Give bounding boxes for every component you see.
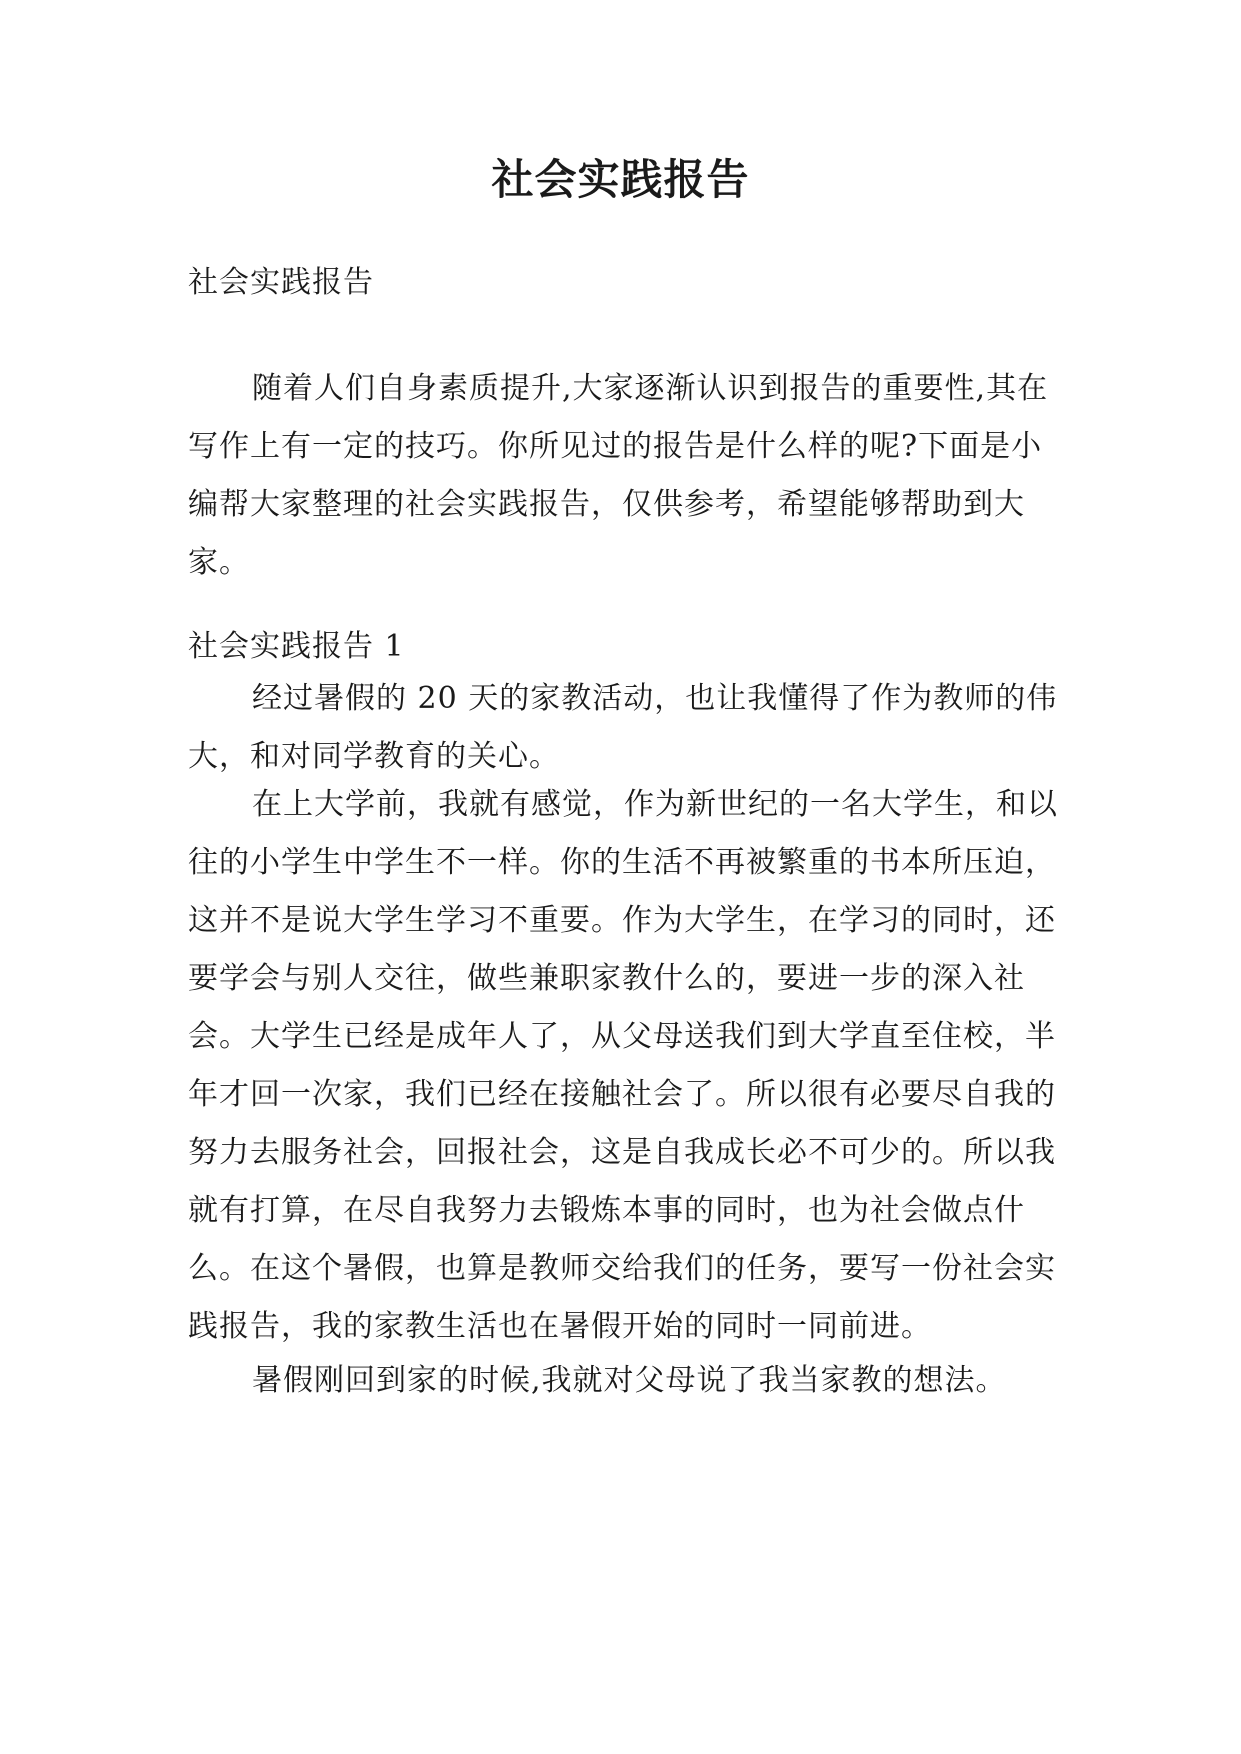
body-paragraph-3: 暑假刚回到家的时候,我就对父母说了我当家教的想法。 [252, 1363, 1007, 1398]
intro-paragraph: 随着人们自身素质提升,大家逐渐认识到报告的重要性,其在写作上有一定的技巧。你所见过的报告是什么样的呢?下面是小编帮大家整理的社会实践报告，仅供参考，希望能够帮助到大家。 [188, 371, 1049, 580]
section-heading: 社会实践报告 1 [188, 629, 405, 664]
body-paragraph-2: 在上大学前，我就有感觉，作为新世纪的一名大学生，和以往的小学生中学生不一样。你的生活不再被繁重的书本所压迫，这并不是说大学生学习不重要。作为大学生，在学习的同时，还要学会与别人交往，做些兼职家教什么的，要进一步的深入社会。大学生已经是成年人了，从父母送我们到大学直至住校，半年才回一次家，我们已经在接触社会了。所以很有必要尽自我的努力去服务社会，回报社会，这是自我成长必不可少的。所以我就有打算，在尽自我努力去锻炼本事的同时，也为社会做点什么。在这个暑假，也算是教师交给我们的任务，要写一份社会实践报告，我的家教生活也在暑假开始的同时一同前进。 [188, 787, 1058, 1344]
document-subtitle: 社会实践报告 [188, 265, 374, 300]
document-title: 社会实践报告 [491, 155, 750, 204]
body-paragraph-1: 经过暑假的 20 天的家教活动，也让我懂得了作为教师的伟大，和对同学教育的关心。 [188, 681, 1058, 774]
